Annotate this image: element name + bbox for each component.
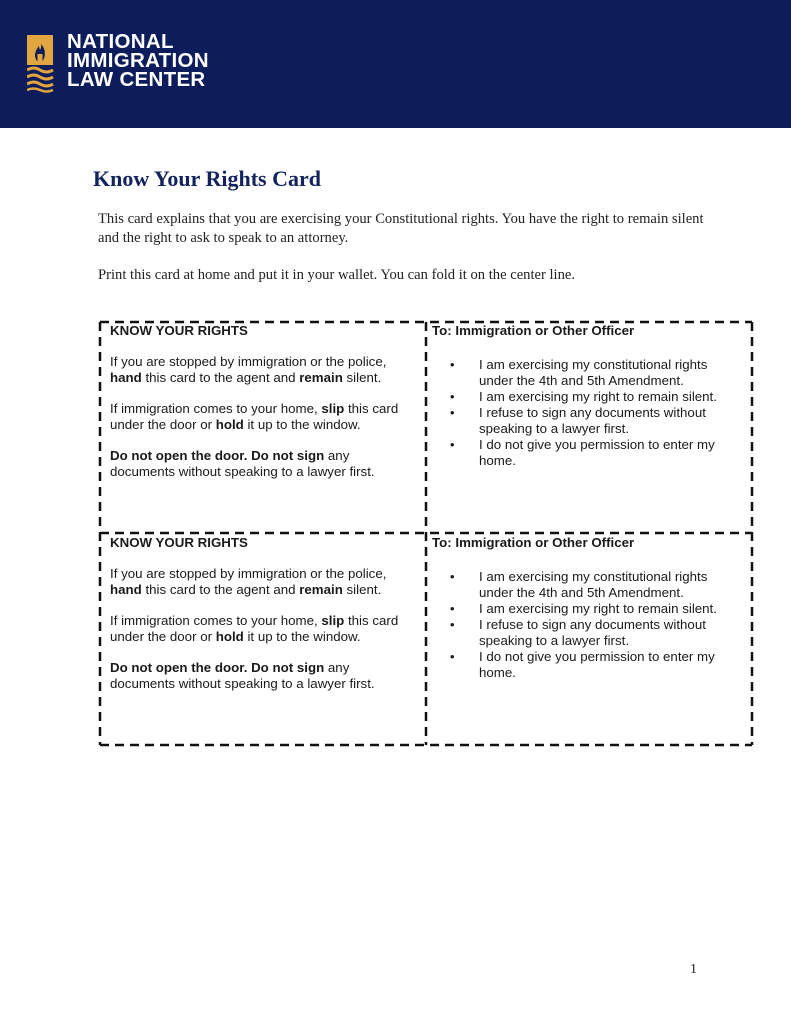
org-name-line-1: NATIONAL (67, 30, 174, 53)
card-paragraph-stopped: If you are stopped by immigration or the police, hand this card to the agent and remain silent. (110, 354, 387, 385)
card-heading: KNOW YOUR RIGHTS (110, 535, 248, 550)
list-item: • I am exercising my right to remain silent. (450, 389, 717, 404)
document-title: Know Your Rights Card (93, 166, 321, 191)
list-item: • I am exercising my right to remain silent. (450, 601, 717, 616)
bullet-icon: • (450, 617, 455, 632)
rights-list (432, 357, 744, 469)
card-paragraph-stopped: If you are stopped by immigration or the police, hand this card to the agent and remain silent. (110, 566, 387, 597)
bullet-icon: • (450, 437, 455, 452)
card-1-front (110, 323, 415, 480)
org-name-line-3: LAW CENTER (67, 68, 206, 91)
card-1-back (432, 323, 744, 469)
list-item: • I do not give you permission to enter my home. (450, 649, 715, 680)
org-name-line-2: IMMIGRATION (67, 49, 209, 72)
card-heading: KNOW YOUR RIGHTS (110, 323, 248, 338)
bullet-icon: • (450, 389, 455, 404)
card-2-back (432, 535, 744, 681)
bullet-icon: • (450, 569, 455, 584)
list-item: • I am exercising my constitutional rights under the 4th and 5th Amendment. (450, 569, 708, 600)
print-instructions: Print this card at home and put it in your wallet. You can fold it on the center line. (98, 267, 576, 283)
bullet-icon: • (450, 601, 455, 616)
bullet-icon: • (450, 405, 455, 420)
card-paragraph-warning: Do not open the door. Do not sign any documents without speaking to a lawyer first. (110, 448, 375, 479)
list-item: • I do not give you permission to enter my home. (450, 437, 715, 468)
list-item: • I refuse to sign any documents without speaking to a lawyer first. (450, 617, 706, 648)
card-heading: To: Immigration or Other Officer (432, 323, 635, 338)
card-paragraph-home: If immigration comes to your home, slip this card under the door or hold it up to the window. (110, 401, 399, 432)
bullet-icon: • (450, 357, 455, 372)
intro-paragraph: This card explains that you are exercising your Constitutional rights. You have the right to remain silent and the right to ask to speak to an attorney. (98, 211, 704, 246)
card-paragraph-warning: Do not open the door. Do not sign any documents without speaking to a lawyer first. (110, 660, 375, 691)
list-item: • I am exercising my constitutional rights under the 4th and 5th Amendment. (450, 357, 708, 388)
card-2-front (110, 535, 415, 692)
list-item: • I refuse to sign any documents without speaking to a lawyer first. (450, 405, 706, 436)
bullet-icon: • (450, 649, 455, 664)
card-heading: To: Immigration or Other Officer (432, 535, 635, 550)
rights-list (432, 569, 744, 681)
page-number: 1 (690, 962, 697, 977)
card-paragraph-home: If immigration comes to your home, slip this card under the door or hold it up to the window. (110, 613, 399, 644)
